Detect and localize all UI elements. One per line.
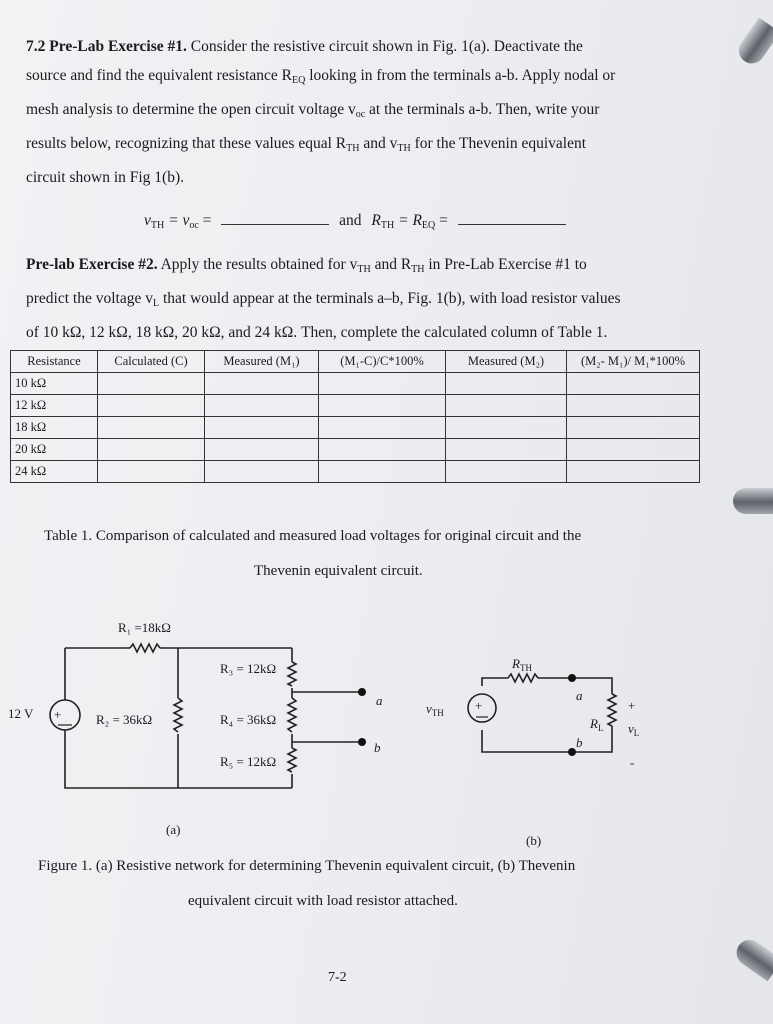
source-plus-sign: + (54, 707, 62, 722)
error-1-cell[interactable] (319, 417, 446, 439)
binder-ring (732, 935, 773, 982)
error-1-cell[interactable] (319, 439, 446, 461)
measured-m1-cell[interactable] (205, 373, 319, 395)
error-2-cell[interactable] (567, 461, 700, 483)
error-2-cell[interactable] (567, 373, 700, 395)
line: predict the voltage $v_L$ that would appear at the terminals a–b, Fig. 1(b), with load resistor values (26, 290, 621, 309)
r1-resistor-zigzag (130, 644, 160, 652)
calculated-cell[interactable] (98, 395, 205, 417)
rl-label: $R_L$ (590, 716, 604, 733)
table-row (11, 373, 700, 395)
measured-m2-cell[interactable] (446, 417, 567, 439)
line: results below, recognizing that these values equal $R_{TH}$ and $v_{TH}$ for the Thevenin equivalent (26, 135, 587, 154)
r4-resistor-zigzag (288, 698, 296, 732)
line: 7.2 Pre-Lab Exercise #1. Consider the resistive circuit shown in Fig. 1(a). Deactivate the (26, 38, 583, 55)
table-row (11, 439, 700, 461)
r3-label: R₃ = 12kΩ (220, 661, 277, 676)
measured-m2-cell[interactable] (446, 439, 567, 461)
measured-m2-cell[interactable] (446, 461, 567, 483)
figure-caption-line1: Figure 1. (a) Resistive network for determining Thevenin equivalent circuit, (b) Thevenin (38, 858, 576, 874)
table-row (11, 417, 700, 439)
binder-ring (734, 18, 773, 69)
binder-ring (733, 488, 773, 514)
resistance-cell: 12 kΩ (11, 395, 98, 417)
equation-line: $v_{TH} = v_{oc}$ = and $R_{TH} = R_{EQ}$ = (26, 206, 703, 240)
error-1-cell[interactable] (319, 373, 446, 395)
terminal-b-label: b (374, 740, 381, 755)
error-1-cell[interactable] (319, 461, 446, 483)
table-row (11, 395, 700, 417)
r4-label: R₄ = 36kΩ (220, 712, 277, 727)
column-header: Resistance (11, 351, 98, 373)
calculated-cell[interactable] (98, 417, 205, 439)
table-header-row (11, 351, 700, 373)
r2-label: R₂ = 36kΩ (96, 712, 153, 727)
resistance-cell: 20 kΩ (11, 439, 98, 461)
measured-m1-cell[interactable] (205, 395, 319, 417)
measured-m2-cell[interactable] (446, 395, 567, 417)
wire (482, 678, 612, 752)
r2-resistor-zigzag (174, 698, 182, 732)
terminal-b-dot (358, 738, 366, 746)
r3-resistor-zigzag (288, 662, 296, 686)
error-2-cell[interactable] (567, 439, 700, 461)
terminal-b-dot-b (568, 748, 576, 756)
r1-label: R₁ =18kΩ (118, 620, 171, 635)
column-header: Measured (M₁) (205, 351, 319, 373)
rth-answer-blank[interactable] (458, 210, 566, 225)
comparison-table (10, 350, 700, 483)
error-2-cell[interactable] (567, 395, 700, 417)
figure-b-label: (b) (526, 833, 542, 848)
measured-m1-cell[interactable] (205, 461, 319, 483)
line: Pre-lab Exercise #2. Apply the results obtained for $v_{TH}$ and $R_{TH}$ in Pre-Lab Exercise #1 to (26, 256, 587, 275)
calculated-cell[interactable] (98, 461, 205, 483)
rth-resistor-zigzag (508, 674, 538, 682)
error-2-cell[interactable] (567, 417, 700, 439)
prelab-exercise-2 (26, 250, 703, 347)
prelab-exercise-1 (26, 32, 703, 240)
measured-m1-cell[interactable] (205, 417, 319, 439)
line: mesh analysis to determine the open circuit voltage $v_{oc}$ at the terminals a-b. Then, write your (26, 101, 600, 120)
vl-minus-label: - (630, 755, 635, 770)
terminal-b-label-b: b (576, 735, 583, 750)
calculated-cell[interactable] (98, 373, 205, 395)
figure-caption-line2: equivalent circuit with load resistor attached. (188, 893, 458, 909)
vl-plus-label: + (628, 698, 636, 713)
r5-label: R₅ = 12kΩ (220, 754, 277, 769)
resistance-cell: 24 kΩ (11, 461, 98, 483)
measured-m2-cell[interactable] (446, 373, 567, 395)
vth-plus-sign: + (475, 698, 483, 713)
line: source and find the equivalent resistance $R_{EQ}$ looking in from the terminals a-b. Apply nodal or (26, 67, 616, 86)
terminal-a-dot-b (568, 674, 576, 682)
column-header: Measured (M₂) (446, 351, 567, 373)
terminal-a-label-b: a (576, 688, 583, 703)
calculated-cell[interactable] (98, 439, 205, 461)
resistance-cell: 18 kΩ (11, 417, 98, 439)
r5-resistor-zigzag (288, 748, 296, 772)
figure-a-label: (a) (166, 822, 181, 837)
error-1-cell[interactable] (319, 395, 446, 417)
terminal-a-dot (358, 688, 366, 696)
table-row (11, 461, 700, 483)
column-header: (M₂- M₁)/ M₁*100% (567, 351, 700, 373)
line: of 10 kΩ, 12 kΩ, 18 kΩ, 20 kΩ, and 24 kΩ. Then, complete the calculated column of Table 1. (26, 324, 608, 341)
measured-m1-cell[interactable] (205, 439, 319, 461)
source-label: 12 V (8, 706, 34, 721)
rth-label: $R_{TH}$ (512, 656, 532, 673)
column-header: Calculated (C) (98, 351, 205, 373)
column-header: (M₁-C)/C*100% (319, 351, 446, 373)
table-caption-line2: Thevenin equivalent circuit. (254, 563, 423, 579)
vth-label: $v_{TH}$ (426, 701, 444, 718)
terminal-a-label: a (376, 693, 383, 708)
resistance-cell: 10 kΩ (11, 373, 98, 395)
table-caption-line1: Table 1. Comparison of calculated and measured load voltages for original circuit and the (44, 528, 582, 544)
figure-1-circuits (0, 600, 773, 870)
vl-label: $v_L$ (628, 721, 640, 738)
line: circuit shown in Fig 1(b). (26, 169, 184, 186)
rl-resistor-zigzag (608, 694, 616, 726)
vth-answer-blank[interactable] (221, 210, 329, 225)
terminal-wires (292, 692, 360, 742)
page-number: 7-2 (328, 970, 347, 985)
